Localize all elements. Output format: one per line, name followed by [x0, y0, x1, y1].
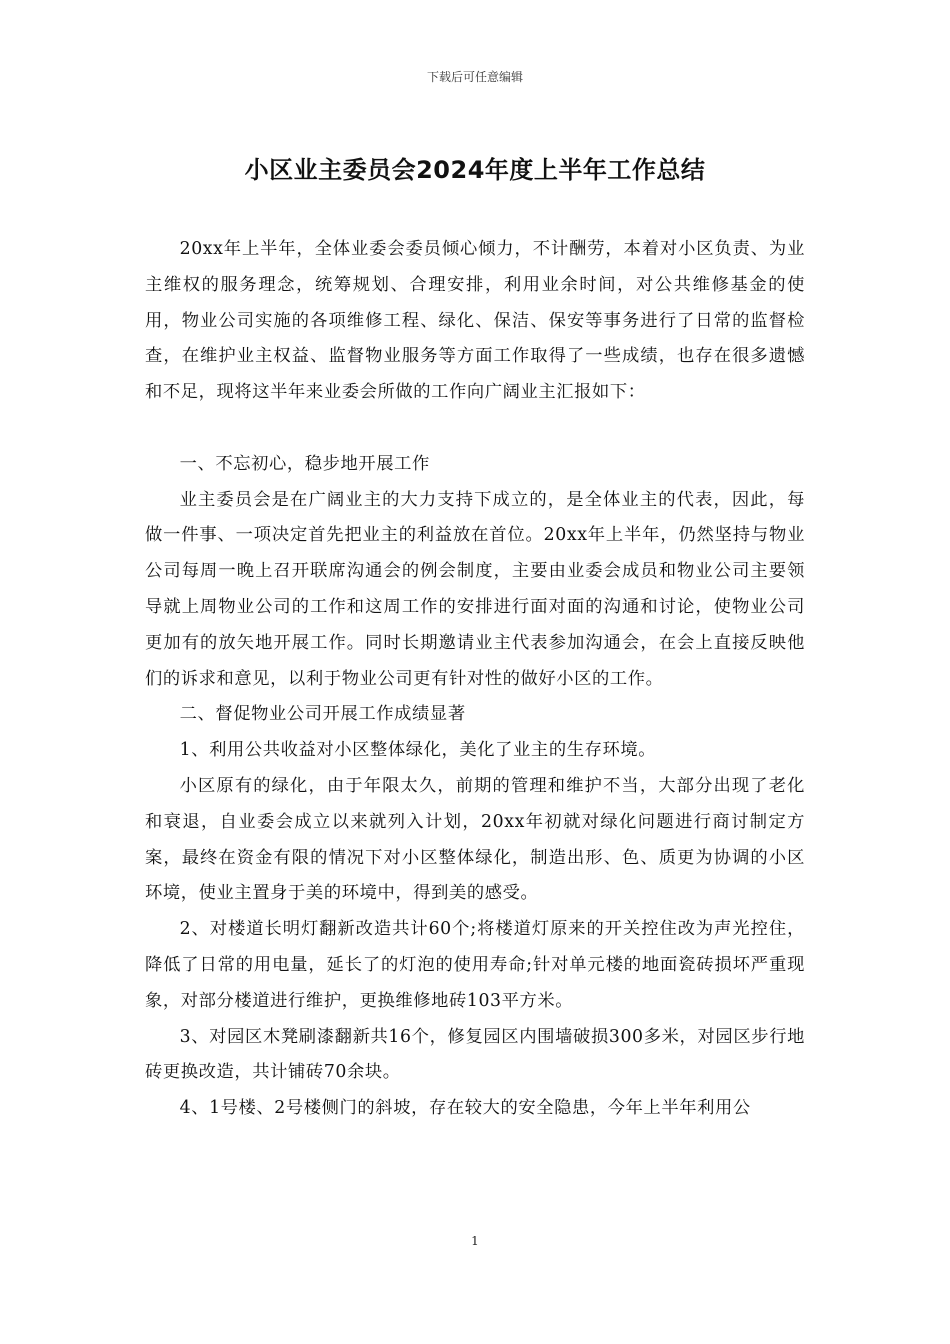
header-note: 下载后可任意编辑	[426, 70, 523, 84]
paragraph-section-1: 业主委员会是在广阔业主的大力支持下成立的，是全体业主的代表，因此，每做一件事、一项决定首先把业主的利益放在首位。20xx年上半年，仍然坚持与物业公司每周一晚上召开联席沟通会的例会制度，主要由业委会成员和物业公司主要领导就上周物业公司的工作和这周工作的安排进行面对面的沟通和讨论，使物业公司更加有的放矢地开展工作。同时长期邀请业主代表参加沟通会，在会上直接反映他们的诉求和意见，以利于物业公司更有针对性的做好小区的工作。	[145, 489, 805, 689]
document-title: 小区业主委员会2024年度上半年工作总结	[244, 156, 706, 184]
item-2-paragraph: 2、对楼道长明灯翻新改造共计60个;将楼道灯原来的开关控住改为声光控住，降低了日常的用电量，延长了的灯泡的使用寿命;针对单元楼的地面瓷砖损坏严重现象，对部分楼道进行维护，更换维修地砖103平方米。	[145, 919, 805, 1011]
paragraph-greening: 小区原有的绿化，由于年限太久，前期的管理和维护不当，大部分出现了老化和衰退，自业委会成立以来就列入计划，20xx年初就对绿化问题进行商讨制定方案，最终在资金有限的情况下对小区整体绿化，制造出形、色、质更为协调的小区环境，使业主置身于美的环境中，得到美的感受。	[145, 775, 805, 904]
item-1-heading: 1、利用公共收益对小区整体绿化，美化了业主的生存环境。	[179, 740, 657, 761]
paragraph-intro: 20xx年上半年，全体业委会委员倾心倾力，不计酬劳，本着对小区负责、为业主维权的服务理念，统筹规划、合理安排，利用业余时间，对公共维修基金的使用，物业公司实施的各项维修工程、绿化、保洁、保安等事务进行了日常的监督检查，在维护业主权益、监督物业服务等方面工作取得了一些成绩，也存在很多遗憾和不足，现将这半年来业委会所做的工作向广阔业主汇报如下：	[145, 239, 805, 403]
item-3-paragraph: 3、对园区木凳刷漆翻新共16个，修复园区内围墙破损300多米，对园区步行地砖更换改造，共计铺砖70余块。	[145, 1026, 805, 1083]
paragraph-spacer	[145, 411, 805, 447]
page-number: 1	[471, 1234, 479, 1248]
item-4-paragraph: 4、1号楼、2号楼侧门的斜坡，存在较大的安全隐患，今年上半年利用公	[179, 1098, 751, 1119]
document-body	[145, 232, 805, 1127]
section-heading-1: 一、不忘初心，稳步地开展工作	[179, 453, 430, 474]
section-heading-2: 二、督促物业公司开展工作成绩显著	[179, 704, 466, 725]
